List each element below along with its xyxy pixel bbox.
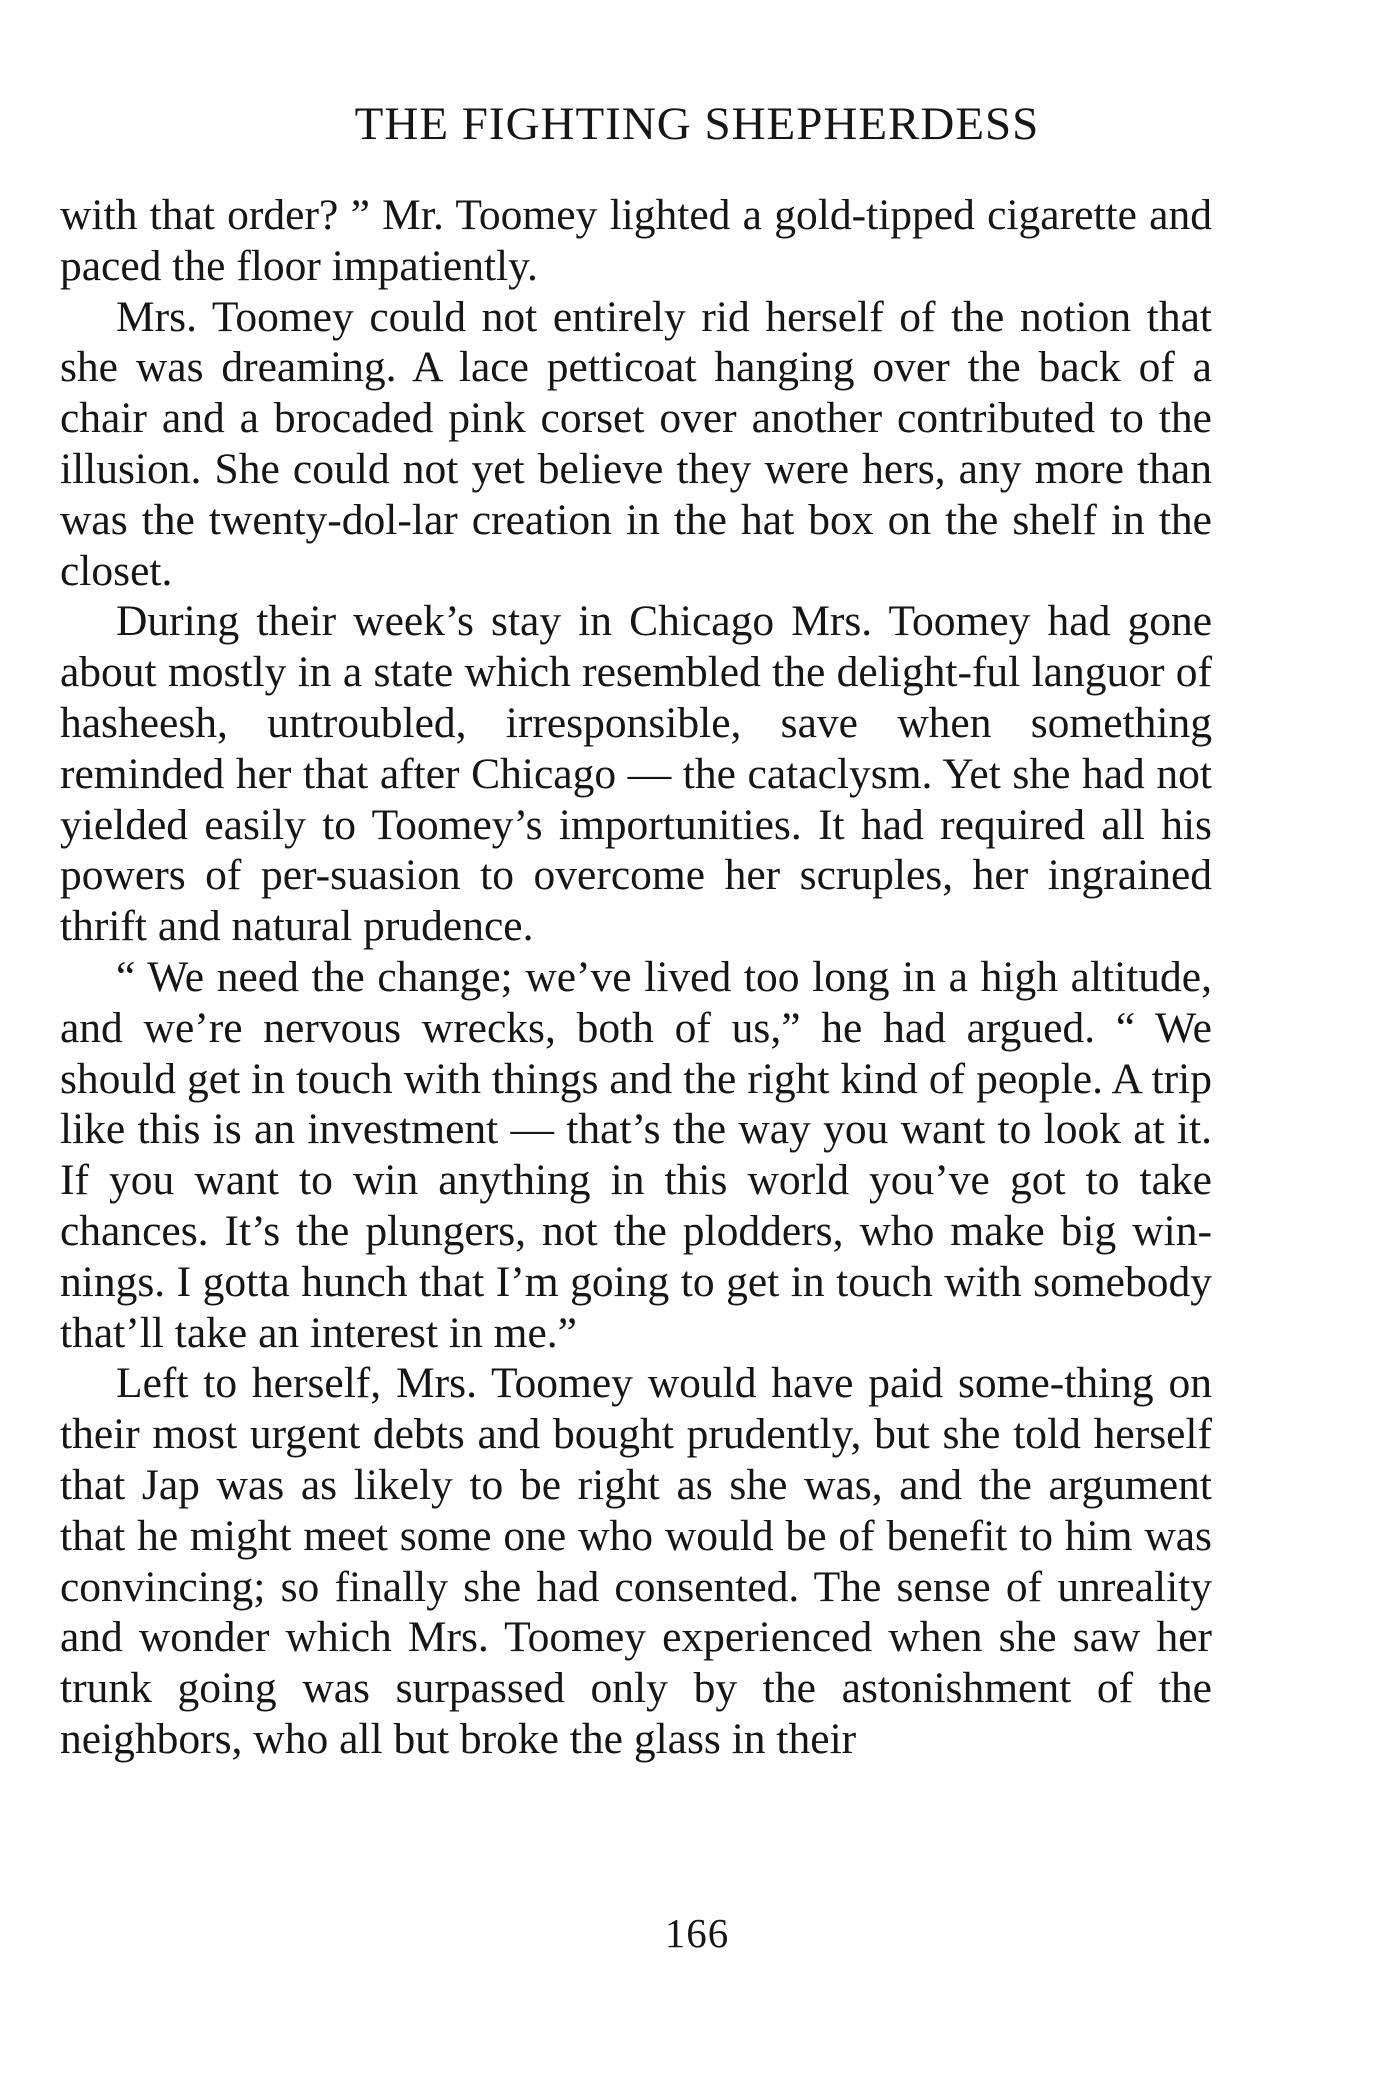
paragraph-1: with that order? ” Mr. Toomey lighted a gold-tipped cigarette and paced the floor impatiently. bbox=[60, 191, 1212, 290]
page-number: 166 bbox=[664, 1910, 730, 1956]
running-head-title: THE FIGHTING SHEPHERDESS bbox=[354, 98, 1040, 150]
paragraph-5: Left to herself, Mrs. Toomey would have paid some-thing on their most urgent debts and bought prudently, but she told herself that Jap was as likely to be right as she was, and the argument that he might meet some one who would be of benefit to him was convincing; so finally she had consented. The sense of unreality and wonder which Mrs. Toomey experienced when she saw her trunk going was surpassed only by the astonishment of the neighbors, who all but broke the glass in their bbox=[60, 1359, 1212, 1763]
paragraph-3: During their week’s stay in Chicago Mrs. Toomey had gone about mostly in a state which resembled the delight-ful languor of hasheesh, untroubled, irresponsible, save when something reminded her that after Chicago — the cataclysm. Yet she had not yielded easily to Toomey’s importunities. It had required all his powers of per-suasion to overcome her scruples, her ingrained thrift and natural prudence. bbox=[60, 597, 1212, 951]
body-text bbox=[60, 190, 1212, 1765]
paragraph-4: “ We need the change; we’ve lived too long in a high altitude, and we’re nervous wrecks, both of us,” he had argued. “ We should get in touch with things and the right kind of people. A trip like this is an investment — that’s the way you want to look at it. If you want to win anything in this world you’ve got to take chances. It’s the plungers, not the plodders, who make big win-nings. I gotta hunch that I’m going to get in touch with somebody that’ll take an interest in me.” bbox=[60, 952, 1212, 1357]
paragraph-2: Mrs. Toomey could not entirely rid herself of the notion that she was dreaming. A lace petticoat hanging over the back of a chair and a brocaded pink corset over another contributed to the illusion. She could not yet believe they were hers, any more than was the twenty-dol-lar creation in the hat box on the shelf in the closet. bbox=[60, 292, 1212, 595]
